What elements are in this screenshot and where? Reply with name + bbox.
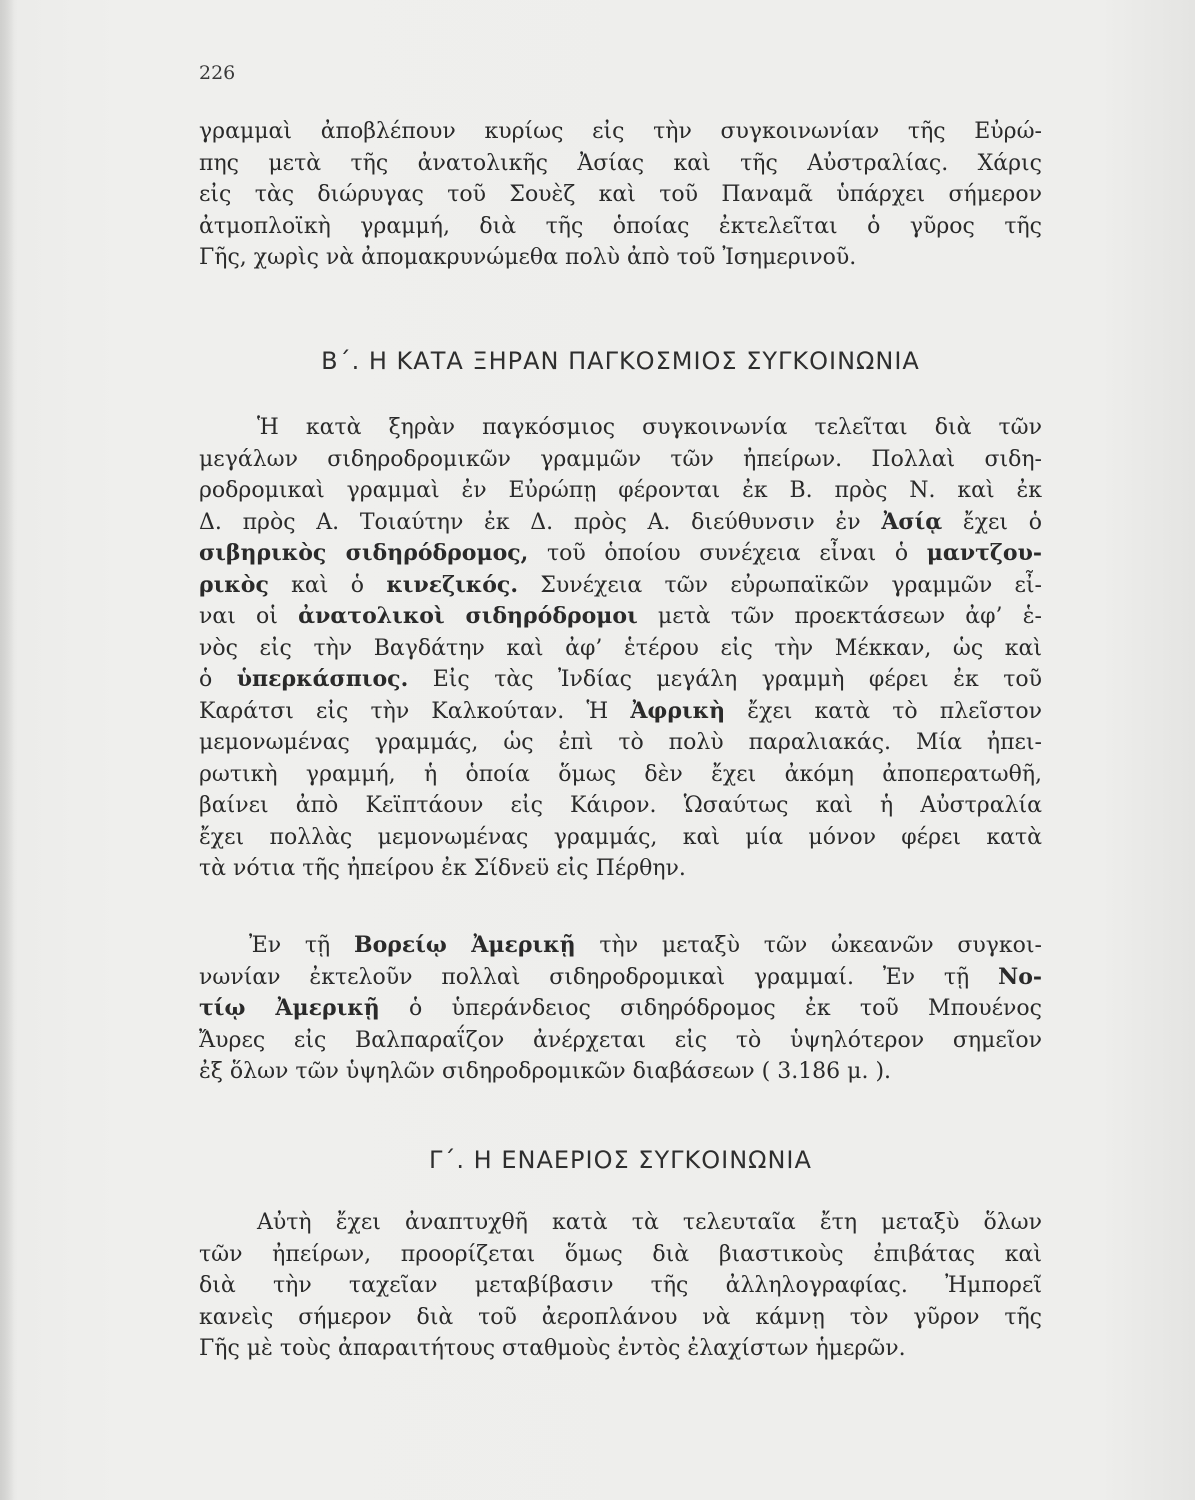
text-line: ναι οἱ ἀνατολικοὶ σιδηρόδρομοι μετὰ τῶν προεκτάσεων ἀφ’ ἑ-: [199, 603, 1042, 629]
text-line: πης μετὰ τῆς ἀνατολικῆς Ἀσίας καὶ τῆς Αὐστραλίας. Χάρις: [199, 150, 1042, 176]
text-line: μεμονωμένας γραμμάς, ὡς ἐπὶ τὸ πολὺ παραλιακάς. Μία ἠπει-: [199, 730, 1042, 755]
text-line: νωνίαν ἐκτελοῦν πολλαὶ σιδηροδρομικαὶ γραμμαί. Ἐν τῇ Νο-: [199, 963, 1042, 990]
text-line: νὸς εἰς τὴν Βαγδάτην καὶ ἀφ’ ἑτέρου εἰς τὴν Μέκκαν, ὡς καὶ: [199, 635, 1042, 661]
text-segment: Δ. πρὸς Α. Τοιαύτην ἐκ Δ. πρὸς Α. διεύθυνσιν ἐν: [199, 509, 882, 535]
text-line: βαίνει ἀπὸ Κεϊπτάουν εἰς Κάιρον. Ὡσαύτως καὶ ἡ Αὐστραλία: [199, 793, 1042, 818]
america-paragraph: [199, 930, 1042, 1088]
text-line: τίῳ Ἀμερικῇ ὁ ὑπεράνδειος σιδηρόδρομος ἐκ τοῦ Μπουένος: [199, 995, 1042, 1021]
text-line: τῶν ἠπείρων, προορίζεται ὅμως διὰ βιαστικοὺς ἐπιβάτας καὶ: [199, 1241, 1042, 1267]
text-line: γραμμαὶ ἀποβλέπουν κυρίως εἰς τὴν συγκοινωνίαν τῆς Εὐρώ-: [199, 119, 1042, 144]
air-transport-paragraph: [199, 1207, 1042, 1365]
text-line: Ἄυρες εἰς Βαλπαραΐζον ἀνέρχεται εἰς τὸ ὑψηλότερον σημεῖον: [199, 1027, 1042, 1053]
section-heading-land: Β΄. Η ΚΑΤΑ ΞΗΡΑΝ ΠΑΓΚΟΣΜΙΟΣ ΣΥΓΚΟΙΝΩΝΙΑ: [321, 347, 920, 375]
text-line: μεγάλων σιδηροδρομικῶν γραμμῶν τῶν ἠπείρων. Πολλαὶ σιδη-: [199, 446, 1042, 472]
text-line: κανεὶς σήμερον διὰ τοῦ ἀεροπλάνου νὰ κάμνῃ τὸν γῦρον τῆς: [199, 1304, 1042, 1330]
text-line: ἐξ ὅλων τῶν ὑψηλῶν σιδηροδρομικῶν διαβάσεων ( 3.186 μ. ).: [199, 1059, 892, 1084]
text-line: ἔχει πολλὰς μεμονωμένας γραμμάς, καὶ μία μόνον φέρει κατὰ: [199, 824, 1042, 850]
text-line: Γῆς, χωρὶς νὰ ἀπομακρυνώμεθα πολὺ ἀπὸ τοῦ Ἰσημερινοῦ.: [199, 245, 857, 270]
text-line: Ἡ κατὰ ξηρὰν παγκόσμιος συγκοινωνία τελεῖται διὰ τῶν: [257, 415, 1042, 440]
land-transport-paragraph: [199, 412, 1042, 885]
text-segment: ἔχει ὁ: [942, 509, 1042, 535]
section-heading-air: Γ΄. Η ΕΝΑΕΡΙΟΣ ΣΥΓΚΟΙΝΩΝΙΑ: [429, 1146, 812, 1174]
text-line: ἀτμοπλοϊκὴ γραμμή, διὰ τῆς ὁποίας ἐκτελεῖται ὁ γῦρος τῆς: [199, 213, 1042, 239]
intro-paragraph: [199, 116, 1042, 274]
text-line: σιβηρικὸς σιδηρόδρομος, τοῦ ὁποίου συνέχεια εἶναι ὁ μαντζου-: [199, 540, 1042, 566]
text-line: ρωτικὴ γραμμή, ἡ ὁποία ὅμως δὲν ἔχει ἀκόμη ἀποπερατωθῆ,: [199, 761, 1042, 787]
text-line: Γῆς μὲ τοὺς ἀπαραιτήτους σταθμοὺς ἐντὸς ἐλαχίστων ἡμερῶν.: [199, 1336, 906, 1361]
page-number: 226: [199, 62, 236, 84]
text-line: Ἐν τῇ Βορείῳ Ἀμερικῇ τὴν μεταξὺ τῶν ὠκεανῶν συγκοι-: [249, 932, 1042, 958]
text-line-asia: [199, 507, 1042, 539]
text-line: Αὐτὴ ἔχει ἀναπτυχθῆ κατὰ τὰ τελευταῖα ἔτη μεταξὺ ὅλων: [257, 1210, 1042, 1235]
text-line: ρικὸς καὶ ὁ κινεζικός. Συνέχεια τῶν εὐρωπαϊκῶν γραμμῶν εἶ-: [199, 571, 1042, 598]
asia-emphasis: Ἀσίᾳ: [881, 508, 943, 535]
page-edge-shadow: [0, 0, 14, 1500]
text-line: εἰς τὰς διώρυγας τοῦ Σουὲζ καὶ τοῦ Παναμᾶ ὑπάρχει σήμερον: [199, 182, 1042, 207]
text-line: διὰ τὴν ταχεῖαν μεταβίβασιν τῆς ἀλληλογραφίας. Ἠμπορεῖ: [199, 1273, 1042, 1298]
text-line: Καράτσι εἰς τὴν Καλκούταν. Ἡ Ἀφρικὴ ἔχει κατὰ τὸ πλεῖστον: [199, 697, 1042, 724]
text-line: ὁ ὑπερκάσπιος. Εἰς τὰς Ἰνδίας μεγάλη γραμμὴ φέρει ἐκ τοῦ: [199, 666, 1042, 692]
text-line: ροδρομικαὶ γραμμαὶ ἐν Εὐρώπῃ φέρονται ἐκ Β. πρὸς Ν. καὶ ἐκ: [199, 478, 1042, 503]
text-line: τὰ νότια τῆς ἠπείρου ἐκ Σίδνεϋ εἰς Πέρθην.: [199, 856, 686, 881]
